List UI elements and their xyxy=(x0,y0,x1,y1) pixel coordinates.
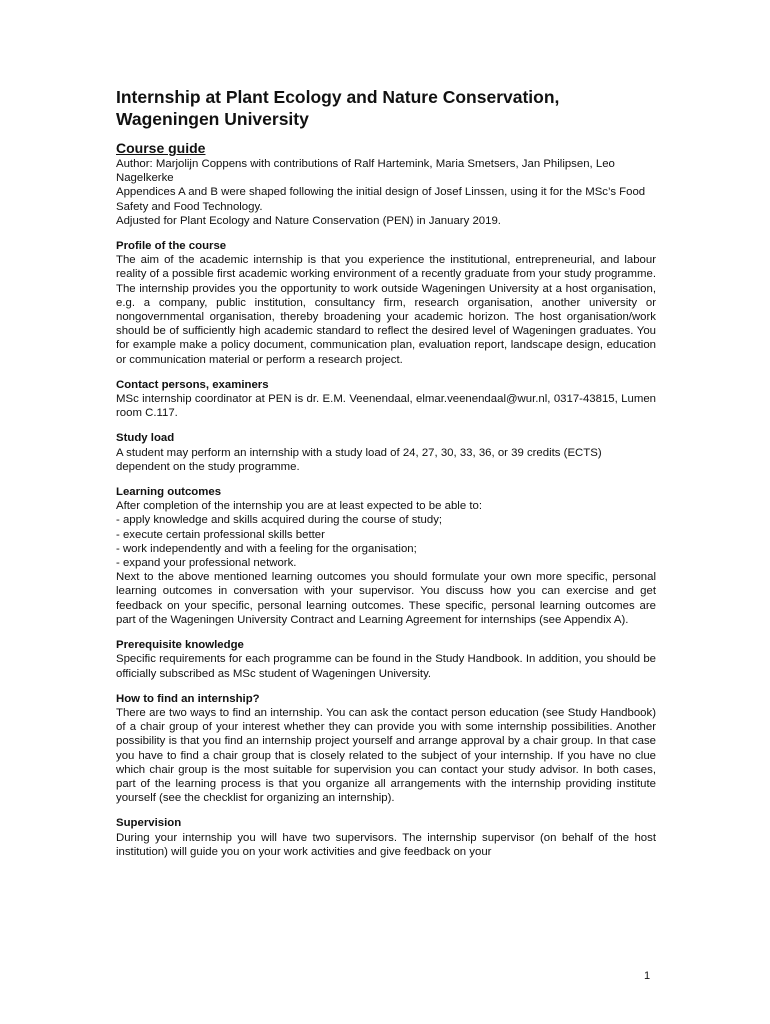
learning-outcomes-list xyxy=(116,513,656,570)
prerequisite-text: Specific requirements for each programme can be found in the Study Handbook. In addition, you should be officially subscribed as MSc student of Wageningen University. xyxy=(116,653,656,680)
list-item: - work independently and with a feeling for the organisation; xyxy=(116,542,417,555)
supervision-text: During your internship you will have two supervisors. The internship supervisor (on behalf of the host institution) will guide you on your work activities and give feedback on your xyxy=(116,831,656,858)
prerequisite-heading: Prerequisite knowledge xyxy=(116,639,244,652)
page-number: 1 xyxy=(644,970,651,982)
contact-heading: Contact persons, examiners xyxy=(116,378,269,391)
document-page xyxy=(116,86,656,859)
profile-heading: Profile of the course xyxy=(116,240,227,253)
course-guide-heading: Course guide xyxy=(116,140,206,156)
find-internship-text: There are two ways to find an internship. You can ask the contact person education (see Study Handbook) of a chair group of your interest whether they can provide you with some internship possibilities. Another possibility is that you find an internship project yourself and arrange approval by a chair group. In that case you have to find a chair group that is closely related to the subject of your internship. If you have no clue which chair group is the most suitable for supervision you can contact your study advisor. In both cases, part of the learning process is that you organize all arrangements with the internship providing institute yourself (see the checklist for organizing an internship). xyxy=(116,706,656,805)
author-line: Author: Marjolijn Coppens with contributions of Ralf Hartemink, Maria Smetsers, Jan Philipsen, Leo Nagelkerke xyxy=(116,158,615,185)
profile-text: The aim of the academic internship is that you experience the institutional, entrepreneurial, and labour reality of a possible first academic working environment of a recently graduate from your study programme. The internship provides you the opportunity to work outside Wageningen University at a host organisation, e.g. a company, public institution, consultancy firm, research organisation, another university or nongovernmental organisation, thereby broadening your academic horizon. The host organisation/work should be of sufficiently high academic standard to reflect the desired level of Wageningen graduates. You for example make a policy document, communication plan, evaluation report, landscape design, education or communication material or perform a research project. xyxy=(116,254,656,366)
list-item: - execute certain professional skills better xyxy=(116,528,325,541)
list-item: - apply knowledge and skills acquired during the course of study; xyxy=(116,514,443,527)
adjusted-line: Adjusted for Plant Ecology and Nature Conservation (PEN) in January 2019. xyxy=(116,214,501,227)
list-item: - expand your professional network. xyxy=(116,557,297,570)
learning-outcomes-heading: Learning outcomes xyxy=(116,486,222,499)
title-line-1: Internship at Plant Ecology and Nature Conservation, xyxy=(116,87,560,107)
supervision-heading: Supervision xyxy=(116,817,182,830)
find-internship-heading: How to find an internship? xyxy=(116,692,260,705)
study-load-text: A student may perform an internship with a study load of 24, 27, 30, 33, 36, or 39 credits (ECTS) dependent on the study programme. xyxy=(116,446,602,473)
contact-text: MSc internship coordinator at PEN is dr. E.M. Veenendaal, elmar.veenendaal@wur.nl, 0317-43815, Lumen room C.117. xyxy=(116,393,656,420)
document-title xyxy=(116,86,656,130)
learning-outcomes-text: Next to the above mentioned learning outcomes you should formulate your own more specific, personal learning outcomes in conversation with your supervisor. You discuss how you can exercise and get feedback on your specific, personal learning outcomes. These specific, personal learning outcomes are part of the Wageningen University Contract and Learning Agreement for internships (see Appendix A). xyxy=(116,571,656,626)
learning-outcomes-intro: After completion of the internship you are at least expected to be able to: xyxy=(116,500,482,513)
study-load-heading: Study load xyxy=(116,432,175,445)
appendices-line: Appendices A and B were shaped following the initial design of Josef Linssen, using it for the MSc’s Food Safety and Food Technology. xyxy=(116,186,646,213)
title-line-2: Wageningen University xyxy=(116,109,309,129)
